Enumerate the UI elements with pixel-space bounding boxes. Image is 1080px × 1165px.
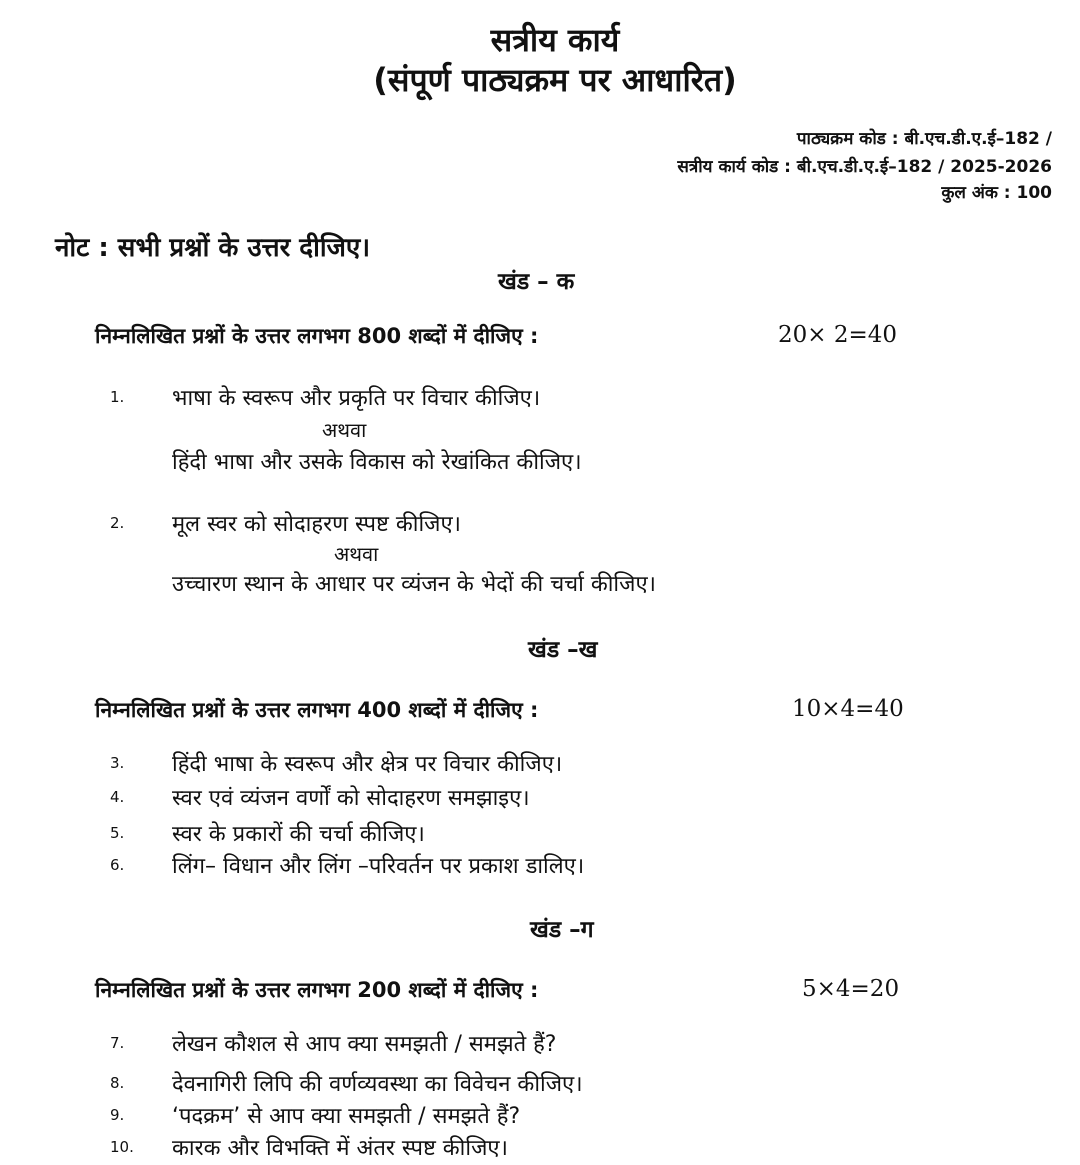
question-number: 8.	[110, 1074, 125, 1092]
section-a-heading: खंड – क	[498, 269, 575, 295]
question-number: 9.	[110, 1106, 125, 1124]
section-b-instruction: निम्नलिखित प्रश्नों के उत्तर लगभग 400 शब्दों में दीजिए :	[95, 698, 539, 722]
document-title: सत्रीय कार्य	[490, 21, 620, 59]
section-b-marks: 10×4=40	[792, 696, 904, 722]
question-text: हिंदी भाषा के स्वरूप और क्षेत्र पर विचार कीजिए।	[172, 752, 563, 777]
question-number: 3.	[110, 754, 125, 772]
question-number: 4.	[110, 788, 125, 806]
section-b-heading: खंड –ख	[528, 637, 598, 663]
question-number: 1.	[110, 388, 125, 406]
note: नोट : सभी प्रश्नों के उत्तर दीजिए।	[55, 233, 371, 263]
or-label: अथवा	[322, 418, 367, 442]
section-a-marks: 20× 2=40	[778, 322, 898, 348]
question-text: लिंग– विधान और लिंग –परिवर्तन पर प्रकाश डालिए।	[172, 854, 585, 879]
question-number: 6.	[110, 856, 125, 874]
section-c-marks: 5×4=20	[802, 976, 900, 1002]
question-text: कारक और विभक्ति में अंतर स्पष्ट कीजिए।	[172, 1136, 508, 1161]
question-number: 2.	[110, 514, 125, 532]
document-subtitle: (संपूर्ण पाठ्यक्रम पर आधारित)	[373, 61, 737, 99]
section-c-heading: खंड –ग	[530, 917, 594, 943]
question-number: 7.	[110, 1034, 125, 1052]
question-text: स्वर के प्रकारों की चर्चा कीजिए।	[172, 822, 425, 847]
question-text: लेखन कौशल से आप क्या समझती / समझते हैं?	[172, 1032, 557, 1057]
question-text: भाषा के स्वरूप और प्रकृति पर विचार कीजिए।	[172, 386, 541, 411]
section-a-instruction: निम्नलिखित प्रश्नों के उत्तर लगभग 800 शब्दों में दीजिए :	[95, 324, 539, 348]
total-marks: कुल अंक : 100	[941, 183, 1052, 203]
question-text: देवनागिरी लिपि की वर्णव्यवस्था का विवेचन कीजिए।	[172, 1072, 583, 1097]
section-c-instruction: निम्नलिखित प्रश्नों के उत्तर लगभग 200 शब्दों में दीजिए :	[95, 978, 539, 1002]
question-text: मूल स्वर को सोदाहरण स्पष्ट कीजिए।	[172, 512, 461, 537]
question-number: 5.	[110, 824, 125, 842]
or-label: अथवा	[334, 542, 379, 566]
question-number: 10.	[110, 1138, 134, 1156]
course-code: पाठ्यक्रम कोड : बी.एच.डी.ए.ई–182 /	[796, 129, 1052, 149]
assignment-code: सत्रीय कार्य कोड : बी.एच.डी.ए.ई–182 / 2025-2026	[677, 157, 1052, 177]
question-text: ‘पदक्रम’ से आप क्या समझती / समझते हैं?	[172, 1104, 521, 1129]
alternative-question-text: उच्चारण स्थान के आधार पर व्यंजन के भेदों की चर्चा कीजिए।	[172, 572, 656, 597]
alternative-question-text: हिंदी भाषा और उसके विकास को रेखांकित कीजिए।	[172, 450, 582, 475]
question-text: स्वर एवं व्यंजन वर्णों को सोदाहरण समझाइए।	[172, 786, 530, 811]
